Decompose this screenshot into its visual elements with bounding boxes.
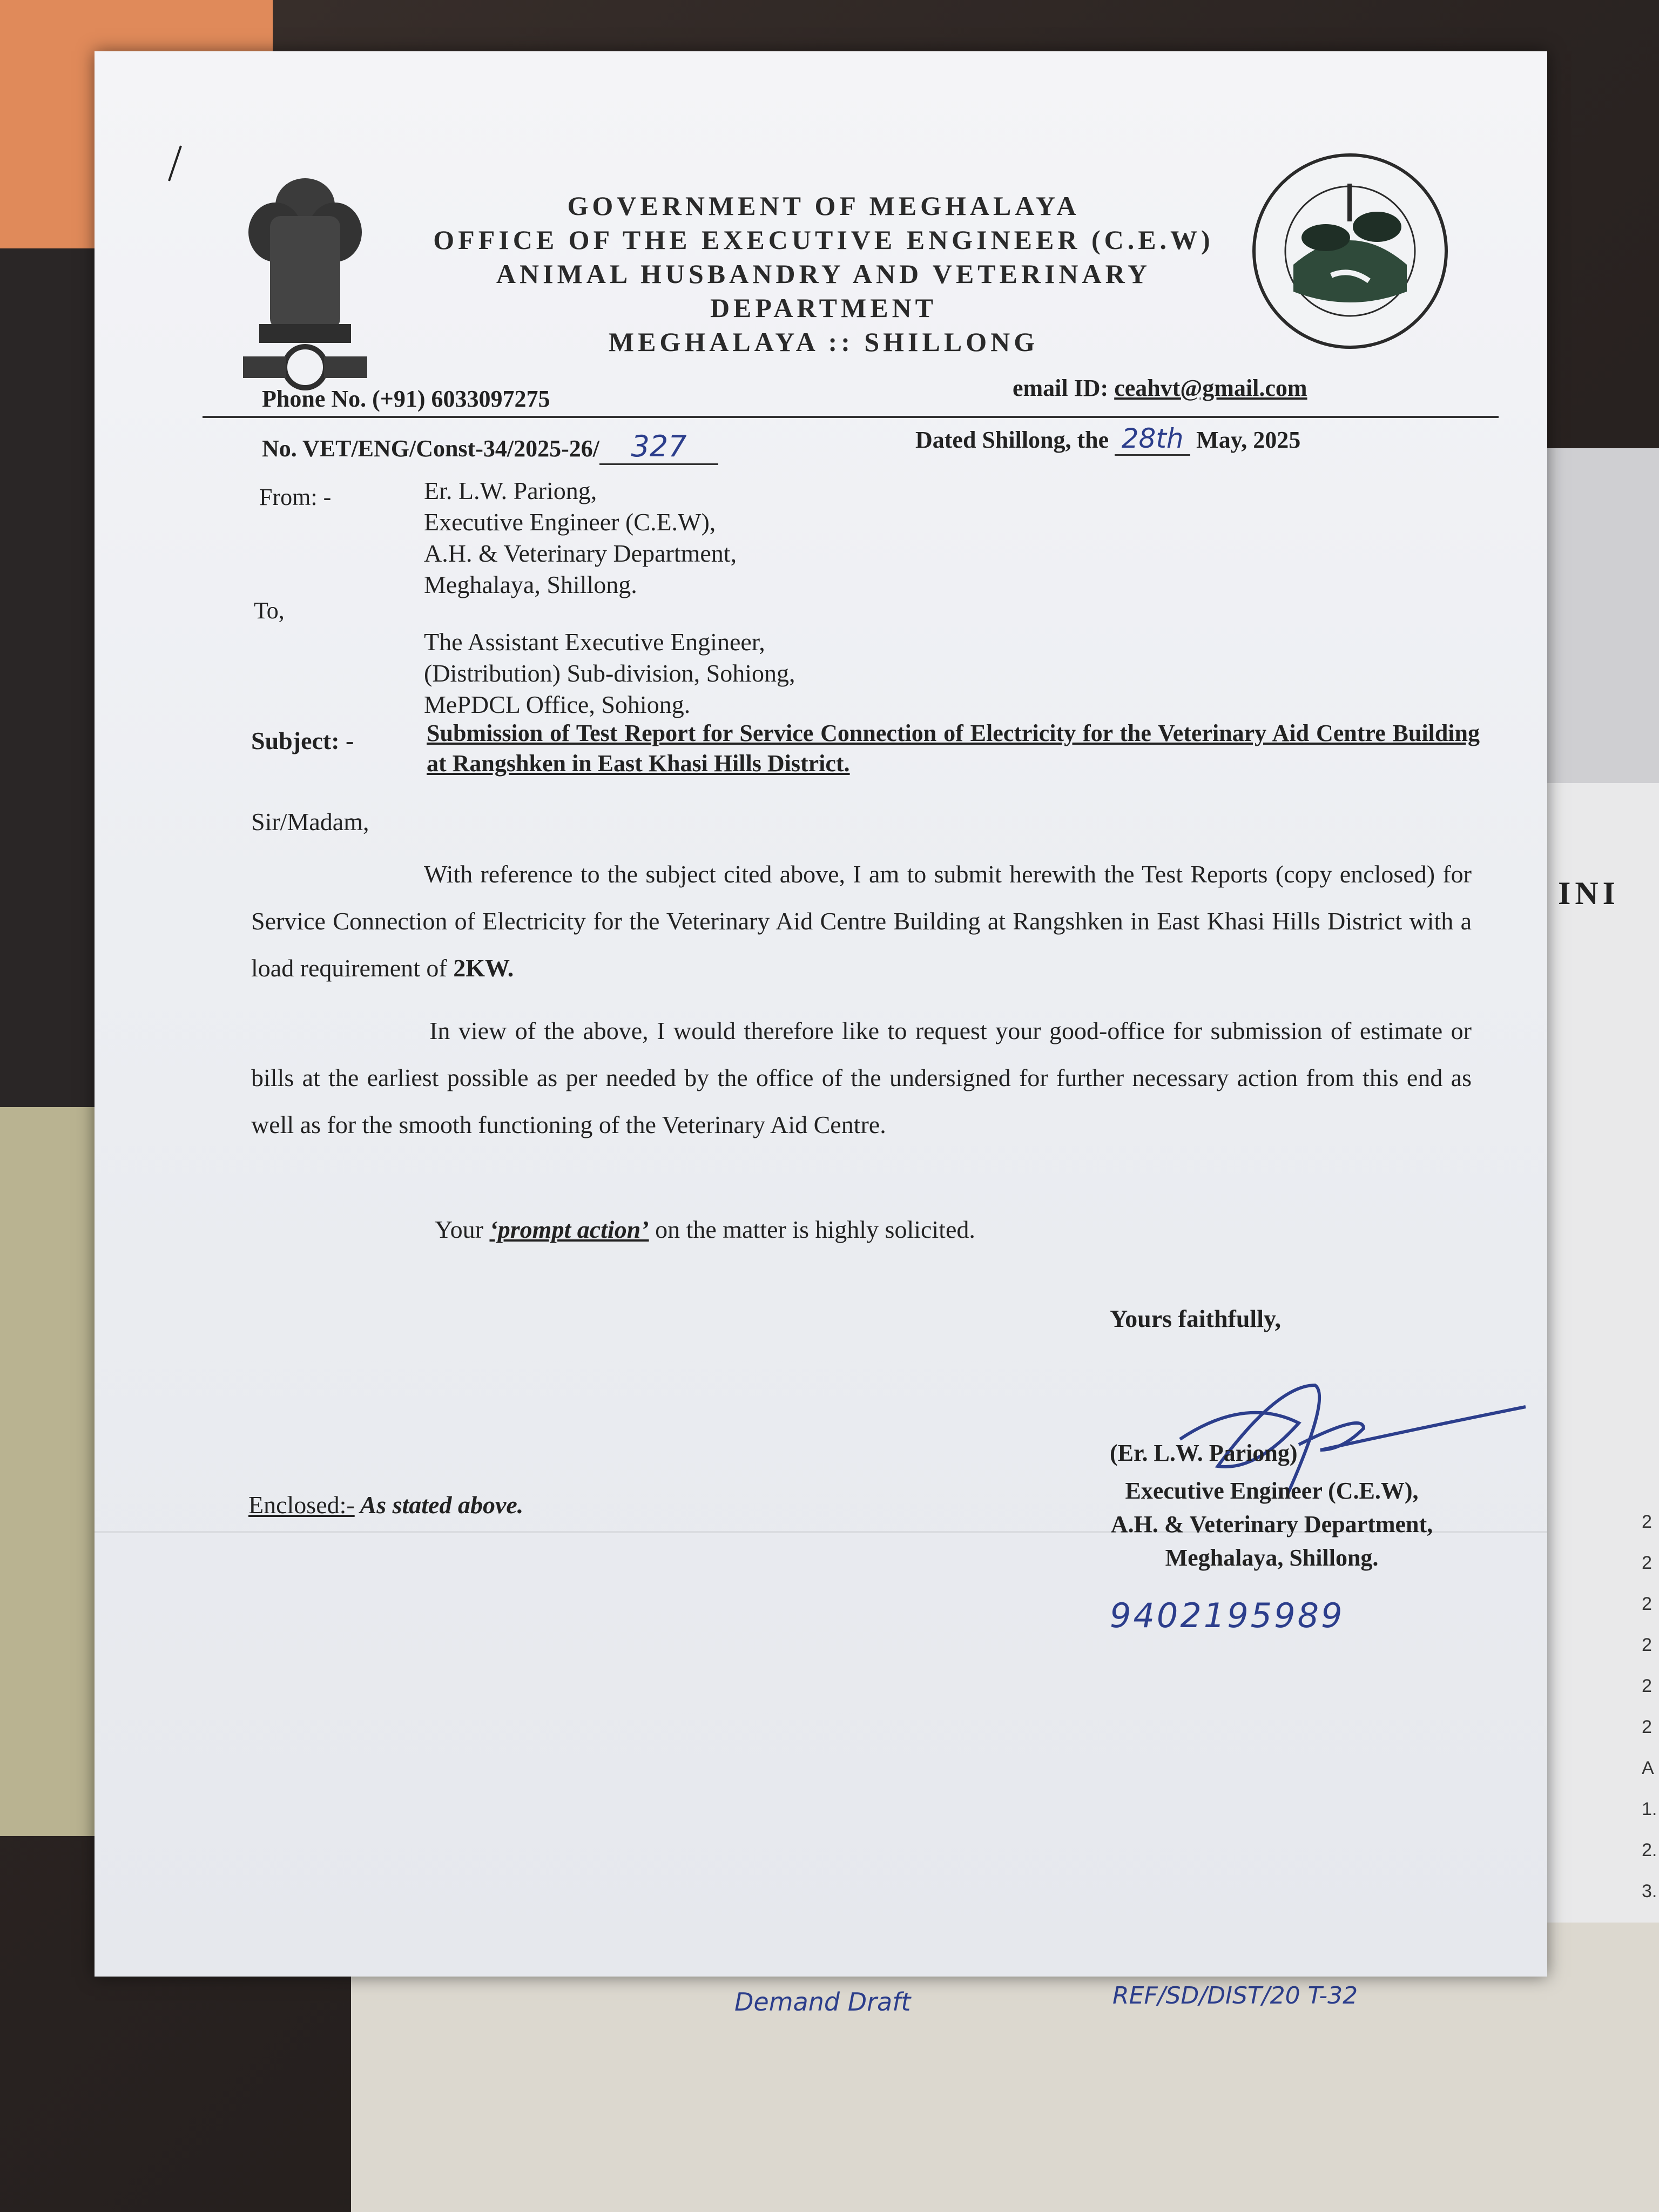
to-address <box>424 626 795 720</box>
date-suffix: May, 2025 <box>1190 427 1301 453</box>
body-paragraph-3 <box>435 1215 975 1244</box>
paragraph-3-pre: Your <box>435 1216 490 1243</box>
paragraph-3-post: on the matter is highly solicited. <box>649 1216 975 1243</box>
designation-line: Executive Engineer (C.E.W), <box>1125 1478 1419 1504</box>
date-prefix: Dated Shillong, the <box>915 427 1115 453</box>
from-address <box>424 475 737 601</box>
signatory-name: (Er. L.W. Pariong) <box>1110 1440 1298 1466</box>
reference-prefix: No. VET/ENG/Const-34/2025-26/ <box>262 435 600 462</box>
body-paragraph-1 <box>251 851 1472 992</box>
letterhead-line-2: OFFICE OF THE EXECUTIVE ENGINEER (C.E.W) <box>433 225 1214 255</box>
underlying-document-number: 3. <box>1642 1881 1657 1901</box>
department-seal-icon <box>1250 151 1450 351</box>
underlying-document-number: 2 <box>1642 1635 1652 1655</box>
pen-stroke-mark <box>165 143 186 186</box>
from-line: Executive Engineer (C.E.W), <box>424 508 716 536</box>
email-label: email ID: <box>1013 375 1115 401</box>
salutation: Sir/Madam, <box>251 808 369 835</box>
signatory-designation <box>1050 1474 1493 1575</box>
letterhead <box>392 189 1256 359</box>
enclosure-text: As stated above. <box>354 1491 524 1519</box>
closing-phrase: Yours faithfully, <box>1110 1305 1281 1332</box>
body-paragraph-2: In view of the above, I would therefore like to request your good-office for submission of estimate or bills at the earliest possible as per needed by the office of the undersigned for further necessary action from this end as well as for the smooth functioning of the Veterinary Aid Centre. <box>251 1017 1472 1138</box>
underlying-document-number: 2 <box>1642 1594 1652 1614</box>
letter-date <box>915 423 1300 456</box>
reference-handwritten-number: 327 <box>599 429 718 465</box>
bottom-handwritten-ref: REF/SD/DIST/20 T-32 <box>1112 1982 1358 2009</box>
underlying-document-number: A <box>1642 1758 1654 1778</box>
email-address[interactable]: ceahvt@gmail.com <box>1114 375 1307 401</box>
designation-line: Meghalaya, Shillong. <box>1165 1545 1379 1571</box>
letterhead-line-4: MEGHALAYA :: SHILLONG <box>608 327 1039 357</box>
paper-fold-line <box>95 1531 1547 1533</box>
enclosure-note <box>248 1491 523 1519</box>
yellow-paper-edge <box>0 1107 103 1836</box>
from-label: From: - <box>259 484 332 510</box>
letterhead-line-1: GOVERNMENT OF MEGHALAYA <box>567 191 1080 221</box>
date-handwritten-day: 28th <box>1115 423 1190 456</box>
underlying-document-number: 2 <box>1642 1553 1652 1573</box>
reference-number <box>262 429 718 465</box>
from-line: Er. L.W. Pariong, <box>424 477 597 504</box>
from-line: Meghalaya, Shillong. <box>424 571 637 598</box>
underlying-document-number: 2. <box>1642 1840 1657 1860</box>
letterhead-line-3: ANIMAL HUSBANDRY AND VETERINARY DEPARTMENT <box>496 259 1151 323</box>
subject-text: Submission of Test Report for Service Connection of Electricity for the Veterinary Aid Centre Building at Rangshken in East Khasi Hills District. <box>427 720 1480 777</box>
to-line: The Assistant Executive Engineer, <box>424 628 765 656</box>
from-line: A.H. & Veterinary Department, <box>424 539 737 567</box>
header-divider <box>203 416 1499 418</box>
underlying-document-number: 2 <box>1642 1717 1652 1737</box>
paragraph-1-text: With reference to the subject cited above, I am to submit herewith the Test Reports (copy enclosed) for Service Connection of Electricity for the Veterinary Aid Centre Building at Rangshken in East Khasi Hills District with a load requirement of <box>251 860 1472 982</box>
underlying-document-number: 2 <box>1642 1676 1652 1696</box>
letter-sheet <box>95 51 1547 1977</box>
enclosure-label: Enclosed:- <box>248 1491 355 1519</box>
prompt-action-emphasis: ‘prompt action’ <box>489 1216 649 1243</box>
load-requirement: 2KW. <box>453 954 514 982</box>
bottom-handwritten-note: Demand Draft <box>734 1987 911 2017</box>
subject-label: Subject: - <box>251 727 354 754</box>
phone-number: Phone No. (+91) 6033097275 <box>262 386 550 412</box>
to-line: (Distribution) Sub-division, Sohiong, <box>424 659 795 687</box>
email-line <box>1013 374 1307 402</box>
underlying-document-number: 1. <box>1642 1799 1657 1819</box>
underlying-document-heading: INI <box>1558 875 1620 911</box>
designation-line: A.H. & Veterinary Department, <box>1110 1511 1433 1537</box>
to-label: To, <box>254 597 285 624</box>
handwritten-phone-number: 9402195989 <box>1110 1596 1345 1635</box>
to-line: MePDCL Office, Sohiong. <box>424 691 691 718</box>
underlying-document-number: 2 <box>1642 1512 1652 1532</box>
state-emblem-icon <box>238 167 373 400</box>
